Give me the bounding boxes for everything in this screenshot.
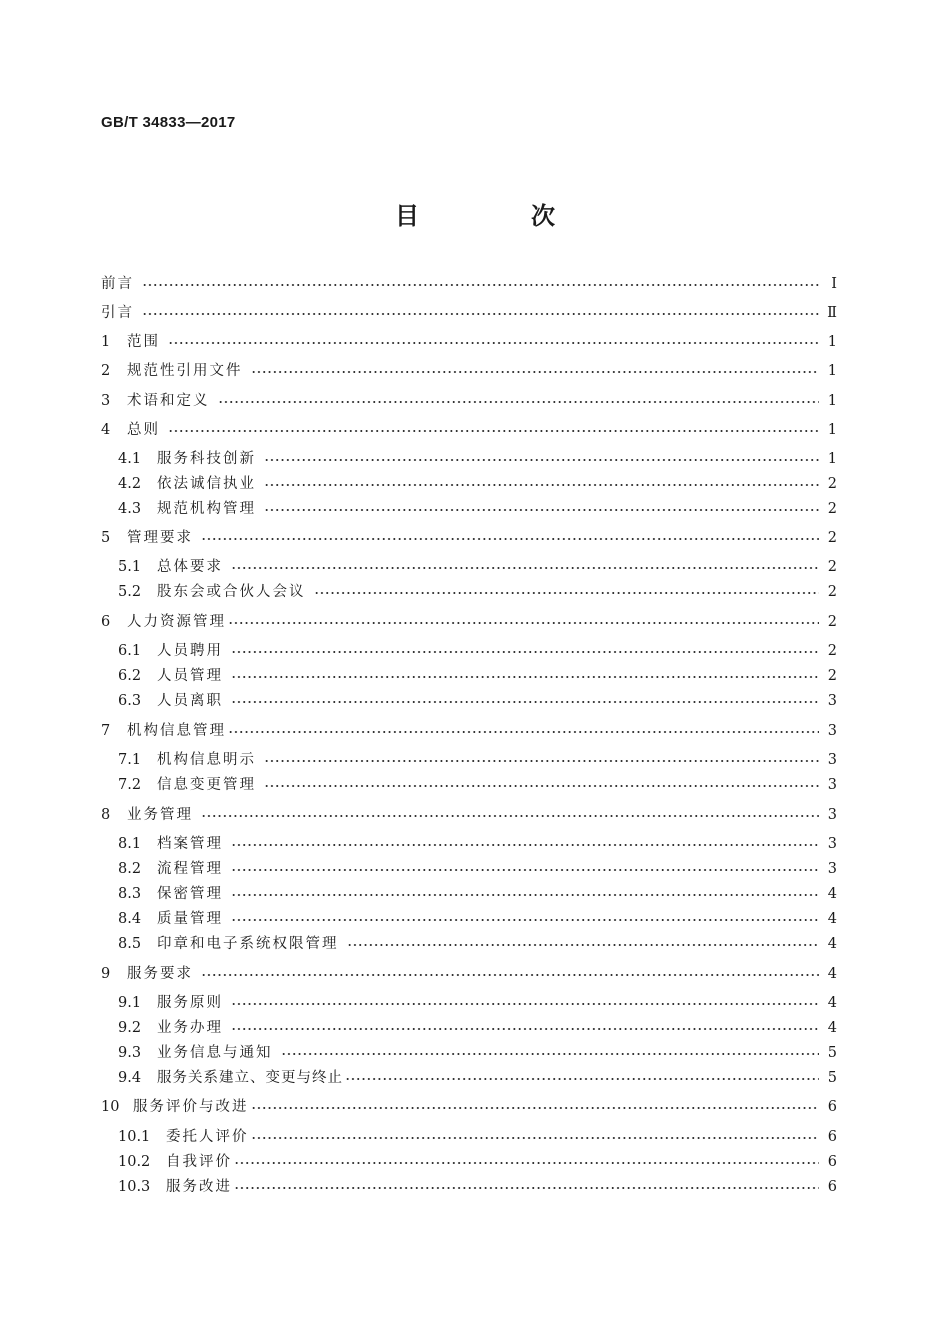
toc-entry-title: 服务要求 [127, 966, 193, 982]
toc-entry[interactable] [118, 774, 837, 796]
toc-entry[interactable] [101, 1096, 837, 1118]
dot-leader [231, 1003, 819, 1005]
dot-leader [228, 622, 819, 624]
toc-entry-number: 8.5 [118, 936, 142, 952]
toc-entry-title: 服务关系建立、变更与终止 [157, 1070, 343, 1086]
dot-leader [168, 342, 819, 344]
toc-entry-page: 3 [827, 836, 837, 852]
toc-entry-number: 6.1 [118, 643, 142, 659]
dot-leader [264, 459, 819, 461]
toc-entry-title: 服务科技创新 [157, 451, 256, 467]
toc-entry-number: 9.2 [118, 1020, 142, 1036]
toc-entry[interactable] [101, 804, 837, 826]
toc-entry-number: 4.2 [118, 476, 142, 492]
toc-entry-number: 8.2 [118, 861, 142, 877]
toc-entry-number: 6.3 [118, 693, 142, 709]
toc-entry-page: 2 [827, 476, 837, 492]
toc-entry-page: 1 [827, 422, 837, 438]
toc-entry[interactable] [118, 749, 837, 771]
toc-entry-number: 8.4 [118, 911, 142, 927]
standard-code: GB/T 34833—2017 [101, 114, 236, 131]
toc-entry[interactable] [118, 473, 837, 495]
toc-entry-title: 机构信息管理 [127, 723, 226, 739]
dot-leader [264, 484, 819, 486]
toc-entry-title: 人力资源管理 [127, 614, 226, 630]
toc-entry[interactable] [118, 992, 837, 1014]
toc-entry[interactable] [101, 273, 837, 295]
toc-entry-page: 4 [827, 1020, 837, 1036]
toc-entry-title: 服务评价与改进 [133, 1099, 249, 1115]
toc-entry-title: 人员管理 [157, 668, 223, 684]
toc-entry-page: Ⅱ [827, 305, 837, 321]
toc-entry-page: 6 [827, 1154, 837, 1170]
dot-leader [231, 701, 819, 703]
toc-entry-number: 9 [101, 966, 111, 982]
dot-leader [251, 1107, 820, 1109]
toc-entry[interactable] [101, 360, 837, 382]
toc-entry-page: 1 [827, 334, 837, 350]
dot-leader [251, 1137, 820, 1139]
dot-leader [142, 313, 819, 315]
toc-entry-title: 管理要求 [127, 530, 193, 546]
dot-leader [218, 401, 820, 403]
toc-entry-title: 范围 [127, 334, 160, 350]
toc-entry[interactable] [118, 665, 837, 687]
toc-entry[interactable] [101, 302, 837, 324]
toc-entry-number: 4.1 [118, 451, 142, 467]
dot-leader [231, 869, 819, 871]
toc-entry-title: 人员聘用 [157, 643, 223, 659]
toc-entry-title: 人员离职 [157, 693, 223, 709]
dot-leader [201, 974, 819, 976]
toc-entry-number: 7 [101, 723, 111, 739]
toc-entry-title: 业务办理 [157, 1020, 223, 1036]
toc-entry[interactable] [101, 611, 837, 633]
toc-entry-title: 服务改进 [166, 1179, 232, 1195]
dot-leader [231, 894, 819, 896]
toc-entry-page: Ⅰ [831, 276, 837, 292]
toc-entry-number: 10.1 [118, 1129, 151, 1145]
toc-entry-number: 1 [101, 334, 111, 350]
dot-leader [264, 509, 819, 511]
toc-entry-page: 1 [827, 363, 837, 379]
toc-entry[interactable] [118, 1151, 837, 1173]
toc-entry[interactable] [101, 720, 837, 742]
toc-entry-number: 5.1 [118, 559, 142, 575]
toc-entry-page: 5 [827, 1070, 837, 1086]
toc-entry-number: 7.1 [118, 752, 142, 768]
toc-entry[interactable] [101, 419, 837, 441]
toc-entry-page: 4 [827, 995, 837, 1011]
toc-entry-page: 3 [827, 861, 837, 877]
toc-entry-title: 前言 [101, 276, 134, 292]
toc-entry[interactable] [118, 1067, 837, 1089]
toc-entry-number: 9.3 [118, 1045, 142, 1061]
toc-entry-page: 1 [827, 393, 837, 409]
toc-entry-number: 10.2 [118, 1154, 151, 1170]
toc-entry-page: 1 [827, 451, 837, 467]
toc-entry-title: 档案管理 [157, 836, 223, 852]
toc-entry-page: 2 [827, 559, 837, 575]
toc-entry-page: 4 [827, 936, 837, 952]
toc-entry-page: 2 [827, 501, 837, 517]
toc-entry-page: 4 [827, 886, 837, 902]
toc-entry-title: 引言 [101, 305, 134, 321]
dot-leader [201, 815, 819, 817]
toc-entry[interactable] [101, 527, 837, 549]
toc-entry[interactable] [118, 1176, 837, 1198]
toc-entry-page: 4 [827, 966, 837, 982]
toc-entry[interactable] [101, 390, 837, 412]
toc-entry-title: 服务原则 [157, 995, 223, 1011]
toc-entry-page: 2 [827, 530, 837, 546]
dot-leader [281, 1053, 820, 1055]
toc-entry-page: 6 [827, 1179, 837, 1195]
toc-entry-page: 3 [827, 693, 837, 709]
toc-entry-title: 委托人评价 [166, 1129, 249, 1145]
dot-leader [231, 844, 819, 846]
toc-entry-page: 3 [827, 777, 837, 793]
toc-entry-page: 2 [827, 584, 837, 600]
toc-entry-number: 5 [101, 530, 111, 546]
page-title: 目 次 [395, 201, 599, 230]
toc-entry-title: 依法诚信执业 [157, 476, 256, 492]
dot-leader [251, 371, 820, 373]
toc-entry[interactable] [118, 556, 837, 578]
dot-leader [231, 1028, 819, 1030]
toc-entry[interactable] [118, 581, 837, 603]
toc-entry-title: 流程管理 [157, 861, 223, 877]
toc-entry[interactable] [118, 448, 837, 470]
toc-entry[interactable] [118, 498, 837, 520]
toc-entry-number: 2 [101, 363, 111, 379]
toc-entry-title: 规范性引用文件 [127, 363, 243, 379]
toc-entry[interactable] [118, 833, 837, 855]
dot-leader [228, 731, 819, 733]
toc-entry-title: 总则 [127, 422, 160, 438]
dot-leader [345, 1078, 819, 1080]
toc-entry-title: 股东会或合伙人会议 [157, 584, 306, 600]
dot-leader [347, 944, 820, 946]
toc-entry[interactable] [118, 640, 837, 662]
dot-leader [314, 592, 820, 594]
toc-entry[interactable] [118, 858, 837, 880]
toc-entry[interactable] [118, 1017, 837, 1039]
toc-entry-title: 质量管理 [157, 911, 223, 927]
toc-entry-number: 8.3 [118, 886, 142, 902]
toc-entry-page: 3 [827, 752, 837, 768]
toc-entry[interactable] [118, 908, 837, 930]
dot-leader [231, 567, 819, 569]
toc-entry[interactable] [101, 331, 837, 353]
toc-entry-page: 3 [827, 807, 837, 823]
toc-entry-number: 7.2 [118, 777, 142, 793]
toc-entry-title: 总体要求 [157, 559, 223, 575]
dot-leader [231, 676, 819, 678]
toc-entry-number: 6.2 [118, 668, 142, 684]
toc-entry-page: 3 [827, 723, 837, 739]
toc-entry-number: 8.1 [118, 836, 142, 852]
toc-entry-number: 5.2 [118, 584, 142, 600]
dot-leader [201, 538, 819, 540]
toc-entry-number: 4 [101, 422, 111, 438]
toc-entry-page: 5 [827, 1045, 837, 1061]
dot-leader [234, 1162, 819, 1164]
toc-entry-page: 6 [827, 1099, 837, 1115]
toc-entry-number: 10 [101, 1099, 120, 1115]
toc-entry-title: 业务管理 [127, 807, 193, 823]
toc-entry-page: 4 [827, 911, 837, 927]
toc-entry[interactable] [118, 1042, 837, 1064]
dot-leader [234, 1187, 819, 1189]
toc-entry-page: 2 [827, 668, 837, 684]
toc-entry-title: 信息变更管理 [157, 777, 256, 793]
toc-entry[interactable] [118, 1126, 837, 1148]
toc-entry-title: 规范机构管理 [157, 501, 256, 517]
toc-entry-title: 机构信息明示 [157, 752, 256, 768]
dot-leader [264, 785, 819, 787]
toc-entry-page: 6 [827, 1129, 837, 1145]
toc-entry-number: 3 [101, 393, 111, 409]
toc-entry-number: 9.1 [118, 995, 142, 1011]
toc-entry-number: 9.4 [118, 1070, 142, 1086]
toc-entry-page: 2 [827, 643, 837, 659]
toc-entry-title: 印章和电子系统权限管理 [157, 936, 339, 952]
toc-entry-number: 10.3 [118, 1179, 151, 1195]
toc-entry-title: 术语和定义 [127, 393, 210, 409]
dot-leader [168, 430, 819, 432]
toc-entry-number: 6 [101, 614, 111, 630]
toc-entry-number: 8 [101, 807, 111, 823]
toc-entry[interactable] [118, 690, 837, 712]
toc-entry-title: 保密管理 [157, 886, 223, 902]
dot-leader [231, 919, 819, 921]
dot-leader [231, 651, 819, 653]
toc-entry[interactable] [118, 883, 837, 905]
toc-entry-title: 自我评价 [166, 1154, 232, 1170]
toc-entry[interactable] [118, 933, 837, 955]
dot-leader [142, 284, 819, 286]
dot-leader [264, 760, 819, 762]
toc-entry[interactable] [101, 963, 837, 985]
toc-entry-page: 2 [827, 614, 837, 630]
toc-entry-title: 业务信息与通知 [157, 1045, 273, 1061]
toc-entry-number: 4.3 [118, 501, 142, 517]
